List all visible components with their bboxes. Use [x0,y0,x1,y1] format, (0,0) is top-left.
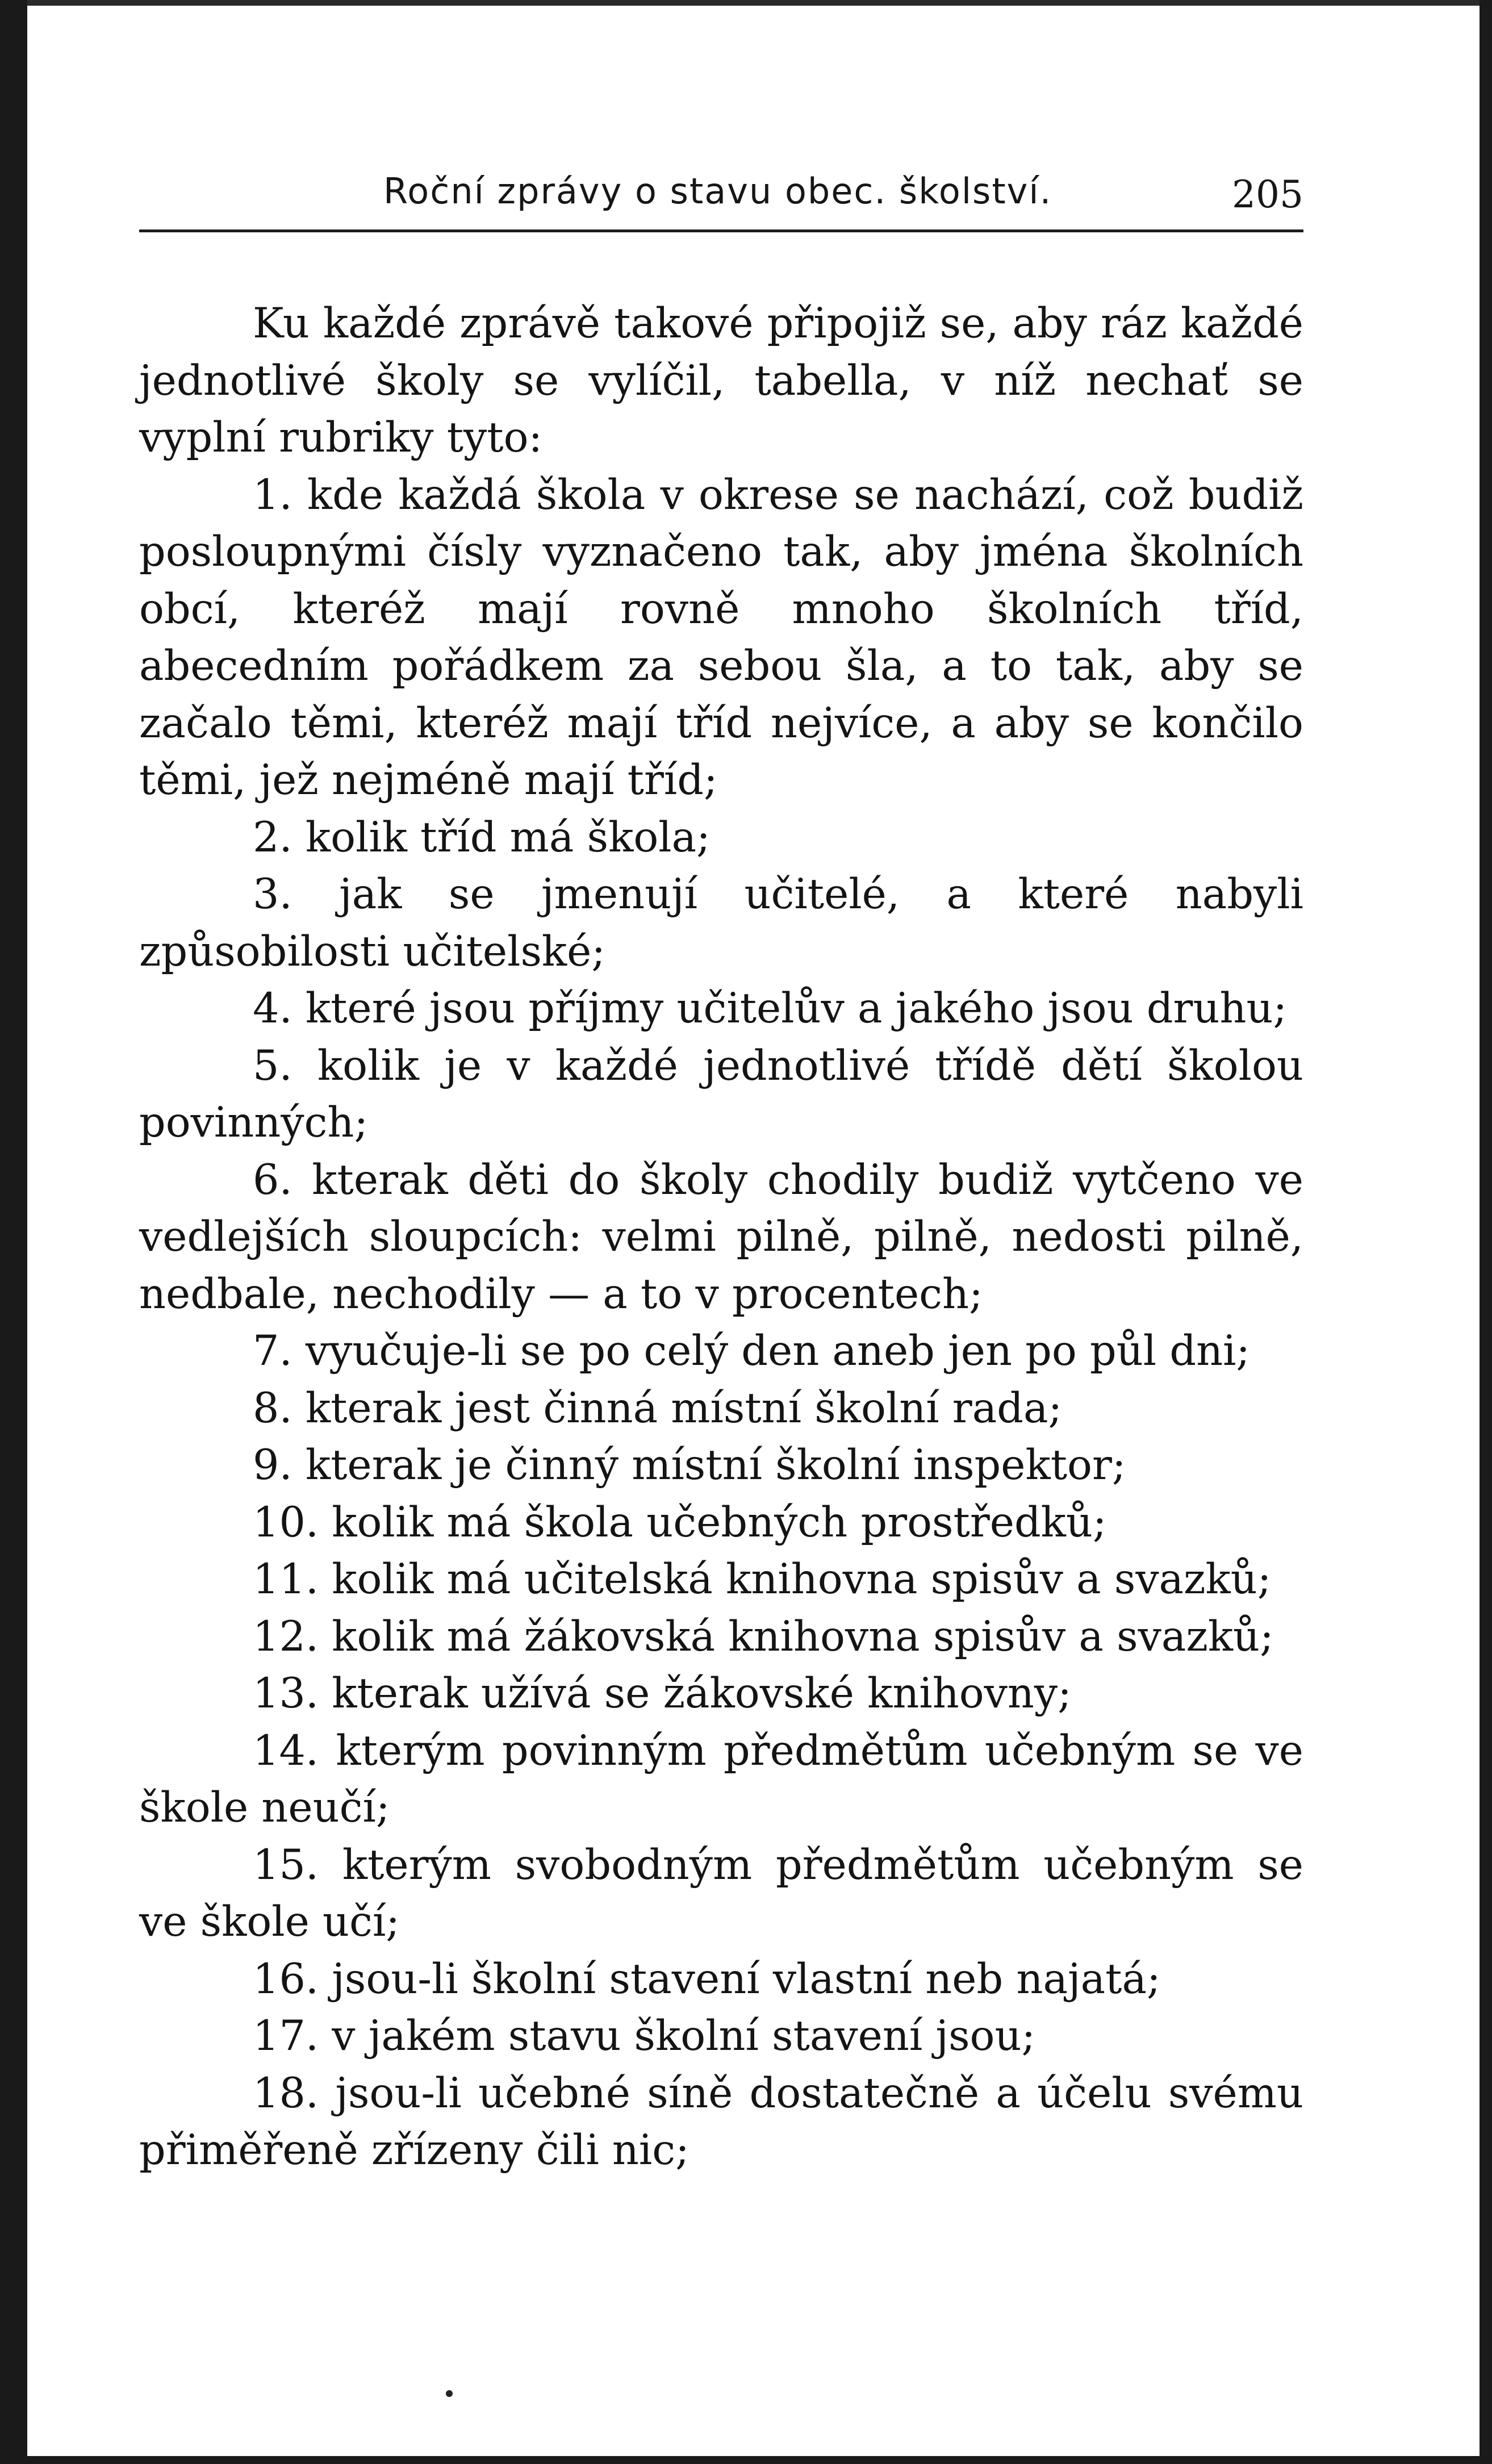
body-text [139,295,1303,2179]
header-rule [139,229,1303,232]
scan-border-left [0,0,27,2464]
list-item: 11. kolik má učitelská knihovna spisův a svazků; [253,1555,1272,1603]
page-number: 205 [1232,173,1303,216]
list-item: 6. kterak děti do školy chodily budiž vytčeno ve vedlejších sloupcích: velmi pilně, pilně, nedosti pilně, nedbale, nechodily — a to v procentech; [139,1155,1303,1318]
page-header [139,170,1303,233]
list-item: 15. kterým svobodným předmětům učebným se ve škole učí; [139,1840,1303,1946]
list-item: 16. jsou-li školní stavení vlastní neb najatá; [253,1955,1161,2003]
list-item: 1. kde každá škola v okrese se nachází, což budiž posloupnými čísly vyznačeno tak, aby jména školních obcí, kteréž mají rovně mnoho školních tříd, abecedním pořádkem za sebou šla, a to tak, aby se začalo těmi, kteréž mají tříd nejvíce, a aby se končilo těmi, jež nejméně mají tříd; [139,470,1303,804]
list-item: 18. jsou-li učebné síně dostatečně a účelu svému přiměřeně zřízeny čili nic; [139,2069,1303,2174]
list-item: 10. kolik má škola učebných prostředků; [253,1498,1107,1547]
list-item: 14. kterým povinným předmětům učebným se ve škole neučí; [139,1726,1303,1832]
list-item: 4. které jsou příjmy učitelův a jakého jsou druhu; [253,984,1288,1033]
list-item: 13. kterak užívá se žákovské knihovny; [253,1669,1072,1718]
list-item: 17. v jakém stavu školní stavení jsou; [253,2012,1036,2060]
list-item: 9. kterak je činný místní školní inspektor; [253,1441,1126,1489]
footer-dot [446,2390,453,2397]
list-item: 5. kolik je v každé jednotlivé třídě dětí školou povinných; [139,1041,1303,1147]
scan-border-top [0,0,1492,6]
list-item: 3. jak se jmenují učitelé, a které nabyli způsobilosti učitelské; [139,870,1303,976]
scan-border-right [1480,0,1492,2464]
scan-border-bottom [0,2456,1492,2464]
list-item: 2. kolik tříd má škola; [253,813,711,862]
list-item: 8. kterak jest činná místní školní rada; [253,1384,1063,1433]
list-item: 12. kolik má žákovská knihovna spisův a svazků; [253,1612,1274,1661]
running-head: Roční zprávy o stavu obec. školství. [383,170,1052,212]
list-item: 7. vyučuje-li se po celý den aneb jen po půl dni; [253,1327,1251,1375]
intro-paragraph: Ku každé zprávě takové připojiž se, aby ráz každé jednotlivé školy se vylíčil, tabella, v níž nechať se vyplní rubriky tyto: [139,299,1303,462]
